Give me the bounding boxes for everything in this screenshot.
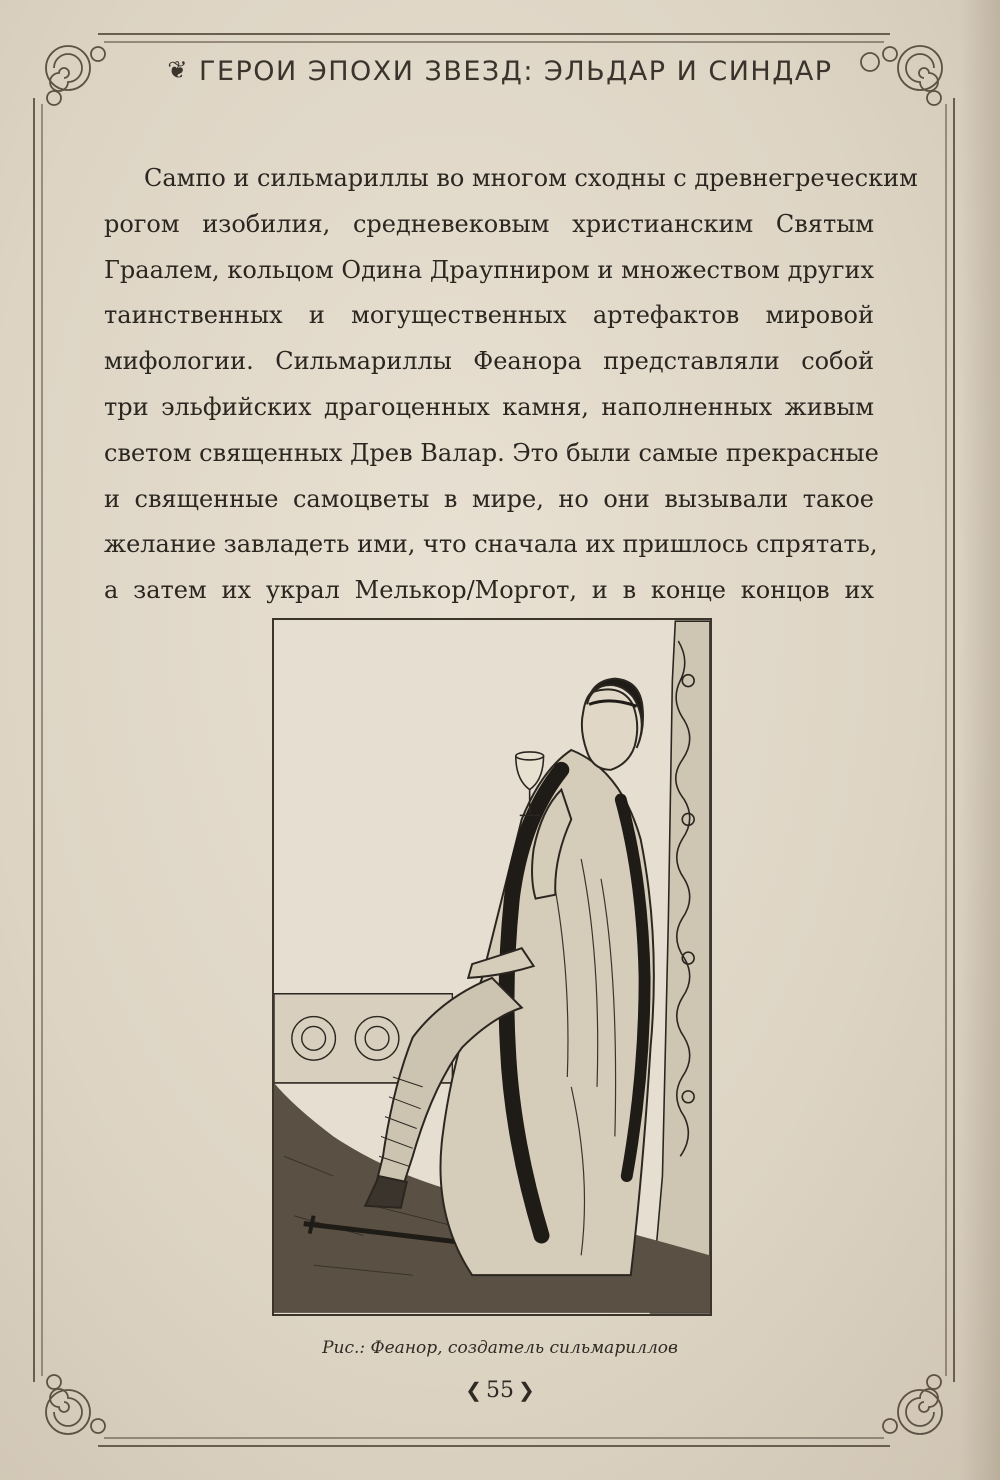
text-line: таинственных и могущественных артефактов мировой xyxy=(104,301,874,330)
text-line: рогом изобилия, средневековым христианским Святым xyxy=(104,209,874,238)
illustration-frame xyxy=(272,618,712,1316)
text-line: три эльфийских драгоценных камня, наполненных живым xyxy=(104,392,874,421)
running-header-title: ГЕРОИ ЭПОХИ ЗВЕЗД: ЭЛЬДАР И СИНДАР xyxy=(199,56,833,87)
text-line: и священные самоцветы в мире, но они вызывали такое xyxy=(104,484,874,513)
figure-caption: Рис.: Феанор, создатель сильмариллов xyxy=(322,1338,678,1358)
leaf-ornament-icon: ❦ xyxy=(167,56,189,84)
feanor-illustration xyxy=(274,620,710,1314)
text-line: а затем их украл Мелькор/Моргот, и в конце концов их xyxy=(104,576,874,605)
left-bracket-ornament-icon: ❮ xyxy=(465,1378,482,1402)
text-line: мифологии. Сильмариллы Феанора представляли собой xyxy=(104,347,874,376)
body-paragraph xyxy=(104,156,918,614)
text-line: желание завладеть ими, что сначала их пришлось спрятать, xyxy=(104,530,878,559)
right-bracket-ornament-icon: ❯ xyxy=(518,1378,535,1402)
text-line: Сампо и сильмариллы во многом сходны с древнегреческим xyxy=(144,164,918,192)
text-line: светом священных Древ Валар. Это были самые прекрасные xyxy=(104,438,879,467)
page-number xyxy=(0,1378,1000,1403)
page-number-value: 55 xyxy=(486,1378,514,1403)
running-header xyxy=(0,56,1000,87)
text-line: Граалем, кольцом Одина Драупниром и множеством других xyxy=(104,255,874,284)
